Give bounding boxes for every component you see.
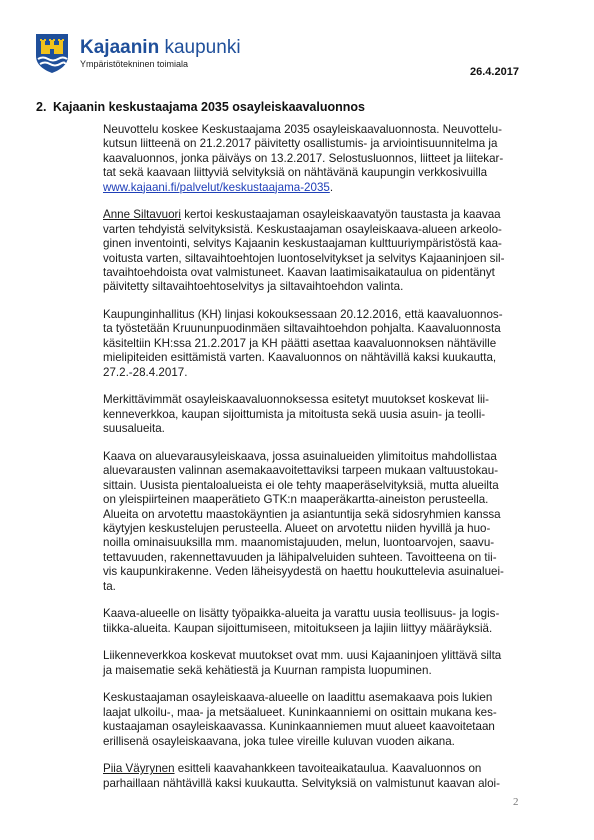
organization-name-rest: kaupunki (159, 37, 241, 58)
paragraph-city-board: Kaupunginhallitus (KH) linjasi kokouksessaan 20.12.2016, että kaavaluonnos- ta työstetään Kruununpuodinmäen siltavaihtoehdon pohjalta. Kaavaluonnosta käsiteltiin KH:ssa 21.2.2017 ja KH päätti asettaa kaavaluonnoksen nähtäville mielipiteiden esittämistä varten. Kaavaluonnos on nähtävillä kaksi kuukautta, 27.2.-28.4.2017. (103, 308, 503, 379)
paragraph-detailed-plan: Keskustaajaman osayleiskaava-alueelle on laadittu asemakaava pois lukien laajat ulkoilu-, maa- ja metsäalueet. Kuninkaanniemi on osittain mukana kes- kustaajaman osayleiskaavassa. Kuninkaanniemen muut alueet kaavoitetaan erillisenä osayleiskaavana, joka tulee vireille kuluvan vuoden aikana. (103, 691, 497, 748)
section-number: 2. (36, 100, 47, 114)
paragraph-work-areas: Kaava-alueelle on lisätty työpaikka-alueita ja varattu uusia teollisuus- ja logis- tiikka-alueita. Kaupan sijoittumiseen, mitoitukseen ja lajiin liittyy määräyksiä. (103, 607, 500, 635)
paragraph-changes: Merkittävimmät osayleiskaavaluonnoksessa esitetyt muutokset koskevat lii- kenneverkkoa, kaupan sijoittumista ja mitoitusta sekä uusia asuin- ja teolli- suusalueita. (103, 393, 489, 436)
organization-name-bold: Kajaanin (80, 37, 160, 58)
paragraph-traffic: Liikenneverkkoa koskevat muutokset ovat mm. uusi Kajaaninjoen ylittävä silta ja maisematie sekä kehätiestä ja Kuurnan rampista luopuminen. (103, 649, 502, 677)
organization-name (80, 37, 241, 59)
paragraph-text: Neuvottelu koskee Keskustaajama 2035 osayleiskaavaluonnosta. Neuvottelu- kutsun liitteenä on 21.2.2017 päivitetty osallistumis- ja arviointisuunnitelma ja kaavaluonnos, jonka päiväys on 13.2.2017. Selostusluonnos, liitteet ja liitekar- tat sekä kaavaan liittyviä selvityksiä on nähtävänä kaupungin verkkosivuilla (103, 123, 504, 180)
paragraph-schedule (103, 762, 533, 791)
section-heading (36, 100, 365, 114)
organization-unit: Ympäristötekninen toimiala (80, 59, 189, 69)
person-name-siltavuori: Anne Siltavuori (103, 208, 181, 222)
paragraph-text: kertoi keskustaajaman osayleiskaavatyön taustasta ja kaavaa varten tehdyistä selvityksistä. Keskustaajaman osayleiskaava-alueen arkeolo- ginen inventointi, selvitys Kajaanin keskustaajaman kulttuuriympäristöstä kaa- voitusta varten, siltavaihtoehtojen luontoselvitykset ja selvitys Kajaaninjoen sil- tavaihtoehdoista ovat valmistuneet. Kaavan laatimisaikataulua on pidentänyt päivitetty siltavaihtoehtoselvitys ja siltavaihtoehdon valinta. (103, 208, 505, 294)
paragraph-text: esitteli kaavahankkeen tavoiteaikataulua. Kaavaluonnos on parhaillaan nähtävillä kaksi kuukautta. Selvityksiä on valmistunut kaavan aloi- (103, 762, 500, 790)
keskustaajama-link[interactable]: www.kajaani.fi/palvelut/keskustaajama-2035 (103, 180, 330, 194)
kajaani-coat-of-arms-icon (34, 32, 70, 74)
paragraph-background (103, 208, 533, 294)
paragraph-zoning-type: Kaava on aluevarausyleiskaava, jossa asuinalueiden ylimitoitus mahdollistaa aluevarausten valinnan asemakaavoitettaviksi tarpeen mukaan valtuustokau- sittain. Uusista pientaloalueista ei ole tehty maaperäselvityksiä, mutta alueilta on yleispiirteinen maaperätieto GTK:n maaperäkartta-aineiston perusteella. Alueita on arvotettu maastokäyntien ja asiantuntija sekä sidosryhmien kanssa käytyjen keskustelujen perusteella. Alueet on arvotettu niiden hyvillä ja huo- noilla ominaisuuksilla mm. maanomistajuuden, melun, luontoarvojen, saavu- tettavuuden, rakennettavuuden ja lähipalveluiden suhteen. Tavoitteena on tii- vis kaupunkirakenne. Veden läheisyydestä on haettu houkuttelevia asuinaluei- ta. (103, 449, 504, 593)
paragraph-end: . (329, 180, 334, 194)
document-date: 26.4.2017 (470, 66, 519, 78)
page-number: 2 (513, 796, 519, 808)
document-body (103, 123, 533, 805)
paragraph-invitation (103, 123, 533, 195)
section-title: Kajaanin keskustaajama 2035 osayleiskaavaluonnos (53, 100, 365, 114)
person-name-vayrynen: Piia Väyrynen (103, 762, 175, 776)
